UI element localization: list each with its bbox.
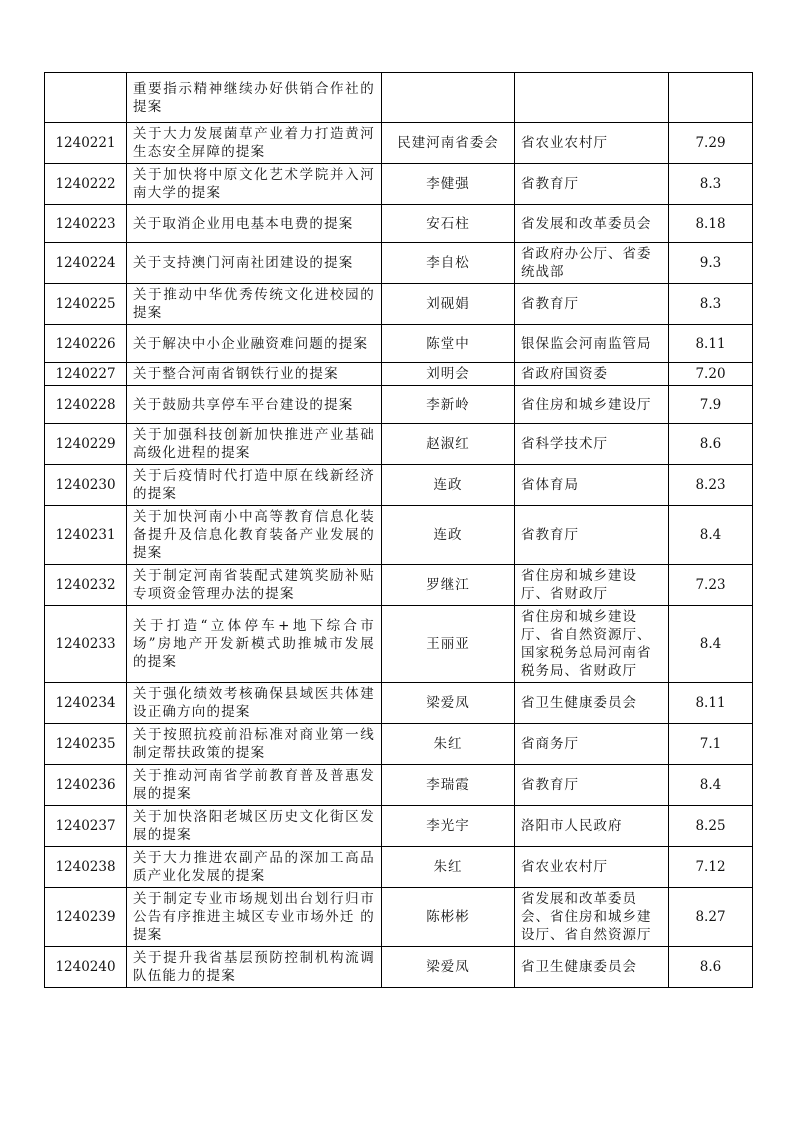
proposal-id-cell: 1240225: [45, 284, 127, 325]
deadline-date-cell: 8.11: [669, 683, 753, 724]
proposal-title-cell: 关于解决中小企业融资难问题的提案: [127, 325, 382, 363]
deadline-date-cell: 7.20: [669, 363, 753, 386]
deadline-date-cell: 8.6: [669, 424, 753, 465]
deadline-date-cell: 9.3: [669, 243, 753, 284]
table-row: [45, 565, 753, 606]
deadline-date-cell: 8.11: [669, 325, 753, 363]
handling-unit-cell: 省教育厅: [515, 765, 669, 806]
handling-unit-cell: [515, 73, 669, 123]
proposal-title-cell: 关于加快洛阳老城区历史文化街区发展的提案: [127, 806, 382, 847]
proposer-cell: 李新岭: [382, 386, 515, 424]
proposal-title-cell: 关于大力推进农副产品的深加工高品质产业化发展的提案: [127, 847, 382, 888]
proposal-title-cell: 关于加快将中原文化艺术学院并入河南大学的提案: [127, 164, 382, 205]
proposal-id-cell: 1240230: [45, 465, 127, 506]
handling-unit-cell: 省住房和城乡建设厅: [515, 386, 669, 424]
proposal-title-cell: 关于整合河南省钢铁行业的提案: [127, 363, 382, 386]
proposal-title-cell: 关于加快河南小中高等教育信息化装备提升及信息化教育装备产业发展的提案: [127, 506, 382, 565]
table-row: [45, 73, 753, 123]
deadline-date-cell: 8.3: [669, 284, 753, 325]
table-row: [45, 424, 753, 465]
proposer-cell: 连政: [382, 465, 515, 506]
proposer-cell: 安石柱: [382, 205, 515, 243]
proposal-id-cell: 1240221: [45, 123, 127, 164]
handling-unit-cell: 省教育厅: [515, 506, 669, 565]
proposer-cell: 民建河南省委会: [382, 123, 515, 164]
handling-unit-cell: 省政府办公厅、省委统战部: [515, 243, 669, 284]
proposer-cell: 梁爱凤: [382, 683, 515, 724]
deadline-date-cell: 7.12: [669, 847, 753, 888]
proposal-id-cell: 1240236: [45, 765, 127, 806]
handling-unit-cell: 省发展和改革委员会、省住房和城乡建设厅、省自然资源厅: [515, 888, 669, 947]
proposal-id-cell: 1240232: [45, 565, 127, 606]
table-row: [45, 386, 753, 424]
proposal-title-cell: 关于制定河南省装配式建筑奖励补贴专项资金管理办法的提案: [127, 565, 382, 606]
table-row: [45, 806, 753, 847]
proposal-title-cell: 关于按照抗疫前沿标准对商业第一线制定帮扶政策的提案: [127, 724, 382, 765]
table-row: [45, 765, 753, 806]
deadline-date-cell: 8.23: [669, 465, 753, 506]
proposal-title-cell: 关于提升我省基层预防控制机构流调队伍能力的提案: [127, 947, 382, 988]
proposal-id-cell: 1240234: [45, 683, 127, 724]
proposal-id-cell: 1240224: [45, 243, 127, 284]
handling-unit-cell: 省卫生健康委员会: [515, 947, 669, 988]
proposal-id-cell: 1240235: [45, 724, 127, 765]
table-row: [45, 164, 753, 205]
deadline-date-cell: 8.25: [669, 806, 753, 847]
deadline-date-cell: 8.18: [669, 205, 753, 243]
proposal-table-body: [45, 73, 753, 988]
proposer-cell: 朱红: [382, 847, 515, 888]
proposal-title-cell: 关于大力发展菌草产业着力打造黄河生态安全屏障的提案: [127, 123, 382, 164]
proposal-title-cell: 关于取消企业用电基本电费的提案: [127, 205, 382, 243]
handling-unit-cell: 省住房和城乡建设厅、省财政厅: [515, 565, 669, 606]
handling-unit-cell: 省农业农村厅: [515, 847, 669, 888]
handling-unit-cell: 洛阳市人民政府: [515, 806, 669, 847]
handling-unit-cell: 省商务厅: [515, 724, 669, 765]
proposal-title-cell: 关于推动河南省学前教育普及普惠发展的提案: [127, 765, 382, 806]
deadline-date-cell: 8.6: [669, 947, 753, 988]
proposal-id-cell: 1240238: [45, 847, 127, 888]
proposal-id-cell: [45, 73, 127, 123]
table-row: [45, 363, 753, 386]
proposal-id-cell: 1240239: [45, 888, 127, 947]
proposer-cell: 朱红: [382, 724, 515, 765]
table-row: [45, 205, 753, 243]
proposal-id-cell: 1240237: [45, 806, 127, 847]
proposal-title-cell: 关于后疫情时代打造中原在线新经济的提案: [127, 465, 382, 506]
table-row: [45, 325, 753, 363]
handling-unit-cell: 省发展和改革委员会: [515, 205, 669, 243]
deadline-date-cell: 7.23: [669, 565, 753, 606]
deadline-date-cell: 8.4: [669, 606, 753, 683]
proposal-id-cell: 1240228: [45, 386, 127, 424]
proposer-cell: 连政: [382, 506, 515, 565]
deadline-date-cell: 7.9: [669, 386, 753, 424]
proposal-id-cell: 1240227: [45, 363, 127, 386]
table-row: [45, 847, 753, 888]
deadline-date-cell: 7.29: [669, 123, 753, 164]
proposal-title-cell: 关于推动中华优秀传统文化进校园的提案: [127, 284, 382, 325]
proposer-cell: 梁爱凤: [382, 947, 515, 988]
handling-unit-cell: 省卫生健康委员会: [515, 683, 669, 724]
proposer-cell: 刘明会: [382, 363, 515, 386]
proposal-title-cell: 关于鼓励共享停车平台建设的提案: [127, 386, 382, 424]
proposer-cell: 李瑞霞: [382, 765, 515, 806]
table-row: [45, 724, 753, 765]
proposal-id-cell: 1240223: [45, 205, 127, 243]
proposer-cell: 罗继江: [382, 565, 515, 606]
handling-unit-cell: 省住房和城乡建设厅、省自然资源厅、国家税务总局河南省税务局、省财政厅: [515, 606, 669, 683]
table-row: [45, 683, 753, 724]
proposal-id-cell: 1240233: [45, 606, 127, 683]
proposer-cell: 赵淑红: [382, 424, 515, 465]
deadline-date-cell: 8.4: [669, 506, 753, 565]
table-row: [45, 947, 753, 988]
deadline-date-cell: 8.3: [669, 164, 753, 205]
handling-unit-cell: 银保监会河南监管局: [515, 325, 669, 363]
proposer-cell: 李健强: [382, 164, 515, 205]
proposer-cell: 刘砚娟: [382, 284, 515, 325]
deadline-date-cell: 7.1: [669, 724, 753, 765]
proposal-table: [44, 72, 753, 988]
proposal-id-cell: 1240240: [45, 947, 127, 988]
proposal-id-cell: 1240231: [45, 506, 127, 565]
table-row: [45, 123, 753, 164]
proposal-title-cell: 重要指示精神继续办好供销合作社的提案: [127, 73, 382, 123]
proposer-cell: 王丽亚: [382, 606, 515, 683]
table-row: [45, 888, 753, 947]
table-row: [45, 506, 753, 565]
handling-unit-cell: 省体育局: [515, 465, 669, 506]
proposal-id-cell: 1240229: [45, 424, 127, 465]
handling-unit-cell: 省教育厅: [515, 284, 669, 325]
proposal-id-cell: 1240226: [45, 325, 127, 363]
proposal-id-cell: 1240222: [45, 164, 127, 205]
handling-unit-cell: 省科学技术厅: [515, 424, 669, 465]
proposer-cell: 陈堂中: [382, 325, 515, 363]
proposal-title-cell: 关于打造“立体停车+地下综合市场”房地产开发新模式助推城市发展的提案: [127, 606, 382, 683]
proposer-cell: 李光宇: [382, 806, 515, 847]
proposal-title-cell: 关于制定专业市场规划出台划行归市公告有序推进主城区专业市场外迁 的提案: [127, 888, 382, 947]
table-row: [45, 606, 753, 683]
table-row: [45, 243, 753, 284]
handling-unit-cell: 省教育厅: [515, 164, 669, 205]
deadline-date-cell: [669, 73, 753, 123]
deadline-date-cell: 8.4: [669, 765, 753, 806]
deadline-date-cell: 8.27: [669, 888, 753, 947]
handling-unit-cell: 省政府国资委: [515, 363, 669, 386]
proposer-cell: [382, 73, 515, 123]
proposal-title-cell: 关于强化绩效考核确保县域医共体建设正确方向的提案: [127, 683, 382, 724]
table-row: [45, 465, 753, 506]
table-row: [45, 284, 753, 325]
proposal-title-cell: 关于加强科技创新加快推进产业基础高级化进程的提案: [127, 424, 382, 465]
proposer-cell: 陈彬彬: [382, 888, 515, 947]
proposal-title-cell: 关于支持澳门河南社团建设的提案: [127, 243, 382, 284]
proposer-cell: 李自松: [382, 243, 515, 284]
handling-unit-cell: 省农业农村厅: [515, 123, 669, 164]
